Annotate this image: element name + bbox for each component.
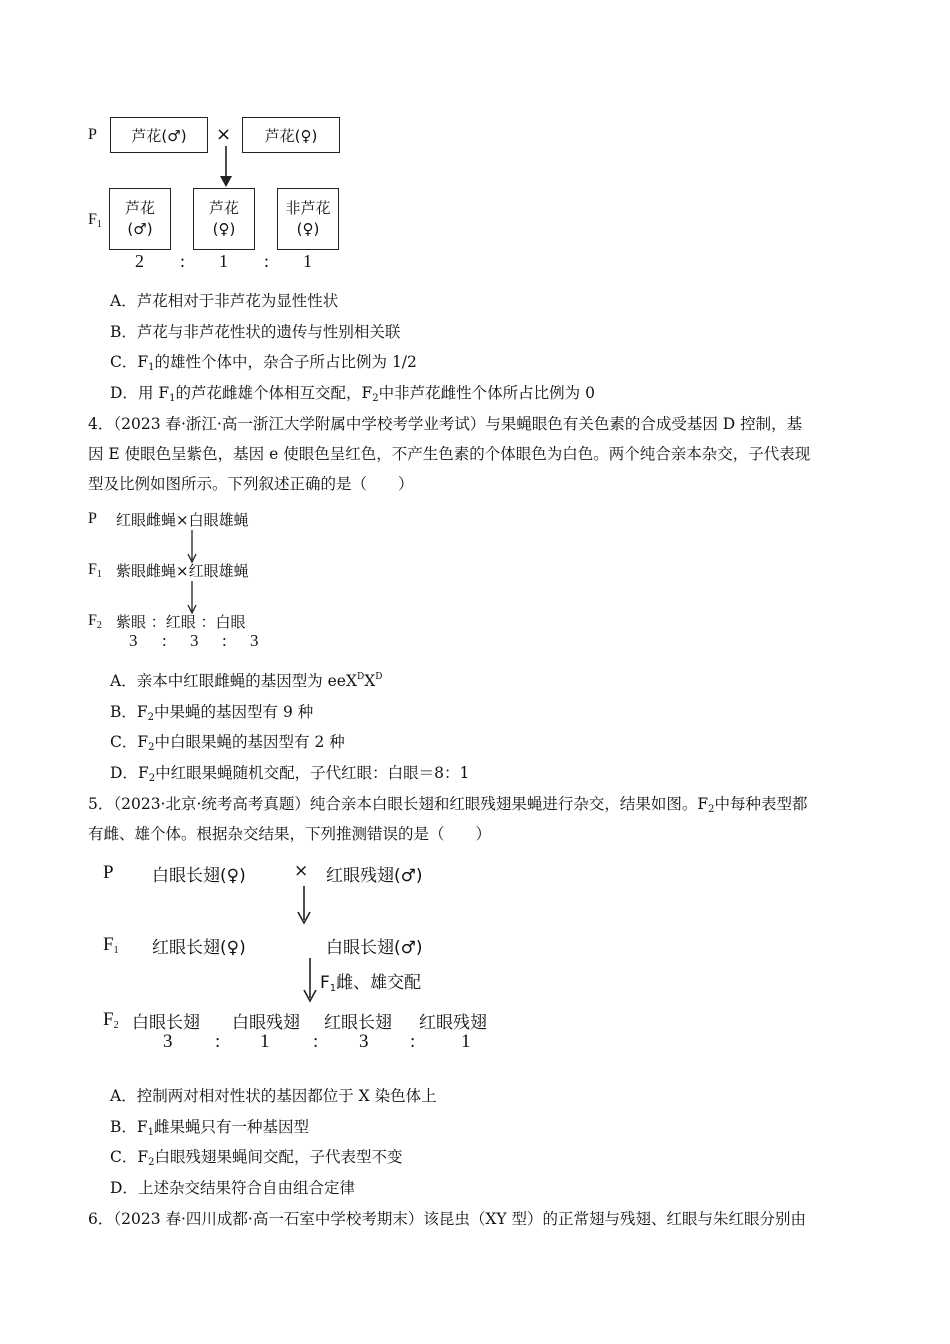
offspring-trait: 非芦花 [285,199,331,217]
option-c[interactable]: C．$F_1$的雄性个体中，杂合子所占比例为 1/2 [110,353,417,373]
offspring-trait: 芦花 [124,199,155,217]
f2-phenotype-text: 紫眼 ：红眼 ：白眼 [116,613,246,631]
down-arrow-icon [186,581,198,615]
generation-f1-label: $F_1$ [88,211,102,230]
down-arrow-icon [296,886,312,926]
cross-symbol: × [294,861,309,881]
f1-female-label: 红眼长翅(♀) [152,938,246,958]
generation-f1-label: $F_1$ [103,934,119,956]
option-a[interactable]: A．芦花相对于非芦花为显性性状 [110,292,339,310]
ratio-separator: : [162,631,167,650]
generation-p-label: P [88,126,97,143]
ratio-separator: : [222,631,227,650]
question-text-line: 5．（2023·北京·统考高考真题）纯合亲本白眼长翅和红眼残翅果蝇进行杂交，结果如图。$F_2$中每种表型都 [88,795,808,815]
offspring-female-barred-box [193,188,255,250]
ratio-separator: : [215,1031,221,1052]
f2-phenotype: 红眼残翅 [419,1013,487,1033]
ratio-value: 2 [135,251,144,271]
cross-symbol: × [216,124,232,145]
question-text-line: 型及比例如图所示。下列叙述正确的是（ ） [88,475,414,493]
f2-phenotype: 白眼残翅 [232,1013,300,1033]
parent-female-box [242,117,340,153]
question-text-line: 4．（2023 春·浙江·高一浙江大学附属中学校考学业考试）与果蝇眼色有关色素的合成受基因 D 控制，基 [88,415,803,433]
ratio-separator: : [313,1031,319,1052]
generation-p-label: P [103,862,114,883]
parent-male-label: 红眼残翅(♂) [326,866,423,886]
option-a[interactable]: A．控制两对相对性状的基因都位于 X 染色体上 [110,1087,437,1105]
ratio-value: 3 [359,1031,369,1052]
ratio-value: 1 [260,1031,270,1052]
ratio-separator: : [180,251,186,271]
offspring-sex: (♂) [127,220,153,238]
option-c[interactable]: C．$F_2$中白眼果蝇的基因型有 2 种 [110,733,345,753]
question-text-line: 6．（2023 春·四川成都·高一石室中学校考期末）该昆虫（XY 型）的正常翅与残翅、红眼与朱红眼分别由 [88,1210,807,1228]
generation-f1-label: $F_1$ [88,561,102,580]
option-b[interactable]: B．$F_1$雌果蝇只有一种基因型 [110,1118,310,1138]
question-text-line: 有雌、雄个体。根据杂交结果，下列推测错误的是（ ） [88,825,492,843]
f2-phenotype: 红眼长翅 [324,1013,392,1033]
offspring-male-barred-box [109,188,171,250]
question-text-line: 因 E 使眼色呈紫色，基因 e 使眼色呈红色，不产生色素的个体眼色为白色。两个纯合亲本杂交，子代表现 [88,445,811,463]
ratio-value: 3 [250,631,259,650]
ratio-value: 3 [190,631,199,650]
ratio-value: 3 [129,631,138,650]
down-arrow-icon [302,958,318,1004]
option-a[interactable]: A．亲本中红眼雌蝇的基因型为 $eeX^DX^D$ [110,672,383,690]
down-arrow-icon [219,146,233,188]
offspring-sex: (♀) [212,220,236,238]
cross-note: $F_1$雌、雄交配 [320,973,422,994]
offspring-sex: (♀) [296,220,320,238]
f1-cross-text: 紫眼雌蝇×红眼雄蝇 [116,562,249,580]
parent-cross-text: 红眼雌蝇×白眼雄蝇 [116,511,249,529]
parent-male-label: 芦花(♂) [131,126,187,145]
ratio-value: 1 [219,251,228,271]
offspring-female-nonbarred-box [277,188,339,250]
ratio-value: 3 [163,1031,173,1052]
down-arrow-icon [186,530,198,564]
ratio-value: 1 [461,1031,471,1052]
option-d[interactable]: D．$F_2$中红眼果蝇随机交配，子代红眼：白眼＝8：1 [110,764,470,784]
parent-female-label: 芦花(♀) [264,126,318,145]
ratio-separator: : [410,1031,416,1052]
option-d[interactable]: D．上述杂交结果符合自由组合定律 [110,1179,355,1197]
option-b[interactable]: B．芦花与非芦花性状的遗传与性别相关联 [110,323,401,341]
parent-female-label: 白眼长翅(♀) [152,866,246,886]
generation-p-label: P [88,510,97,527]
f2-phenotype: 白眼长翅 [132,1013,200,1033]
option-b[interactable]: B．$F_2$中果蝇的基因型有 9 种 [110,703,314,723]
generation-f2-label: $F_2$ [103,1009,119,1031]
ratio-separator: : [264,251,270,271]
f1-male-label: 白眼长翅(♂) [326,938,423,958]
option-c[interactable]: C．$F_2$白眼残翅果蝇间交配，子代表型不变 [110,1148,403,1168]
offspring-trait: 芦花 [208,199,239,217]
option-d[interactable]: D．用 $F_1$的芦花雌雄个体相互交配，$F_2$中非芦花雌性个体所占比例为 0 [110,384,595,404]
ratio-value: 1 [303,251,312,271]
parent-male-box [110,117,208,153]
generation-f2-label: $F_2$ [88,612,102,631]
